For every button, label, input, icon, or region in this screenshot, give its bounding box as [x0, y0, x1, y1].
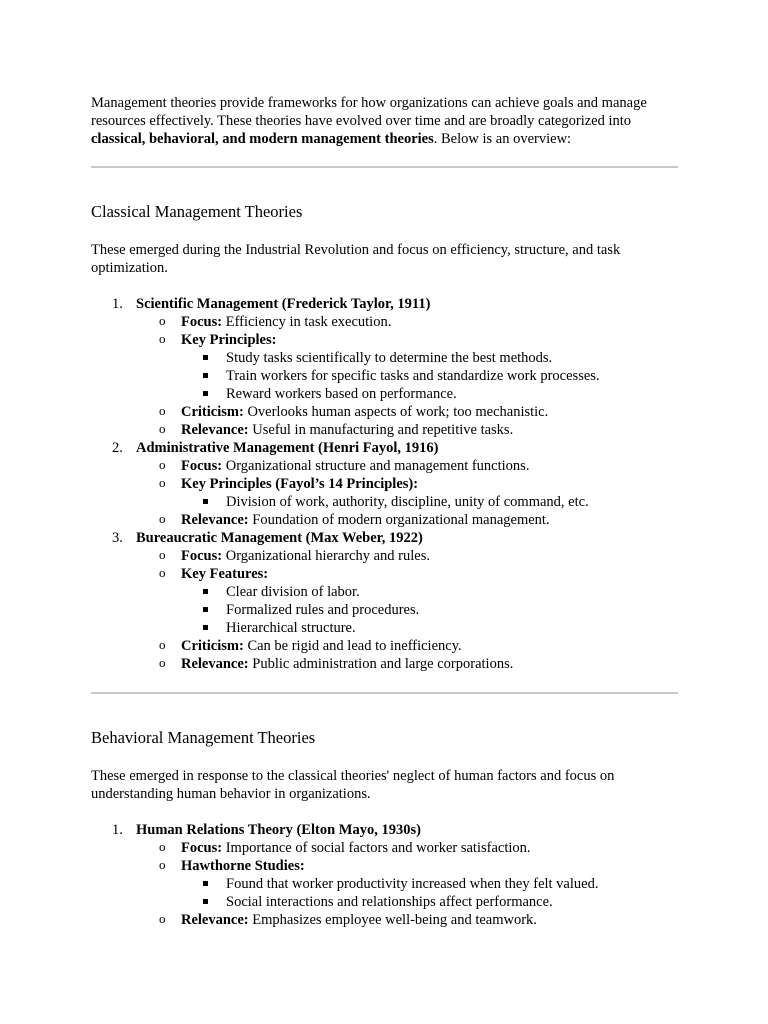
section-intro: These emerged in response to the classical theories' neglect of human factors and focus on understanding human behavior in organizations.: [91, 768, 615, 802]
circle-bullet-icon: o: [159, 655, 166, 670]
bullet-text: Hierarchical structure.: [226, 620, 356, 636]
item-title: Administrative Management (Henri Fayol, 1916): [136, 440, 439, 456]
sub-list-item: [136, 565, 678, 637]
square-bullet-icon: [203, 391, 208, 396]
point-text: Useful in manufacturing and repetitive tasks.: [248, 422, 514, 438]
sub-list-item: [136, 403, 678, 421]
bullet-text: Social interactions and relationships affect performance.: [226, 894, 553, 910]
circle-bullet-icon: o: [159, 421, 166, 436]
list-number: 1.: [112, 822, 123, 838]
sub-list-item: [136, 331, 678, 403]
point-text: Organizational hierarchy and rules.: [222, 548, 430, 564]
list-number: 1.: [112, 296, 123, 312]
point-label: Relevance:: [181, 656, 249, 672]
bullet-item: [181, 385, 678, 403]
bullet-text: Train workers for specific tasks and standardize work processes.: [226, 368, 600, 384]
circle-bullet-icon: o: [159, 313, 166, 328]
square-bullet-icon: [203, 899, 208, 904]
bullet-list: [181, 583, 678, 637]
square-bullet-icon: [203, 607, 208, 612]
sub-list-item: [136, 457, 678, 475]
list-item: [91, 821, 678, 929]
intro-text-end: . Below is an overview:: [433, 131, 572, 147]
point-text: Emphasizes employee well-being and teamwork.: [248, 912, 537, 928]
intro-paragraph: [91, 94, 678, 148]
sub-list-item: [136, 911, 678, 929]
circle-bullet-icon: o: [159, 911, 166, 926]
sub-list: [136, 313, 678, 439]
square-bullet-icon: [203, 373, 208, 378]
sub-list: [136, 457, 678, 529]
circle-bullet-icon: o: [159, 457, 166, 472]
point-label: Focus:: [181, 314, 223, 330]
intro-text: Management theories provide frameworks for how organizations can achieve goals and manage resources effectively. These theories have evolved over time and are broadly categorized into: [91, 95, 647, 129]
square-bullet-icon: [203, 355, 208, 360]
sub-list-item: [136, 857, 678, 911]
circle-bullet-icon: o: [159, 475, 166, 490]
bullet-text: Reward workers based on performance.: [226, 386, 457, 402]
bullet-item: [181, 367, 678, 385]
square-bullet-icon: [203, 589, 208, 594]
horizontal-rule: [91, 692, 678, 694]
numbered-list: [91, 821, 678, 929]
intro-bold-text: classical, behavioral, and modern management theories: [91, 131, 434, 147]
bullet-item: [181, 583, 678, 601]
list-number: 2.: [112, 440, 123, 456]
sub-list: [136, 547, 678, 673]
bullet-list: [181, 875, 678, 911]
bullet-item: [181, 601, 678, 619]
point-label: Focus:: [181, 458, 223, 474]
point-label: Criticism:: [181, 404, 244, 420]
bullet-text: Found that worker productivity increased when they felt valued.: [226, 876, 599, 892]
bullet-list: [181, 349, 678, 403]
point-label: Relevance:: [181, 912, 249, 928]
bullet-text: Clear division of labor.: [226, 584, 360, 600]
item-title: Bureaucratic Management (Max Weber, 1922): [136, 530, 423, 546]
bullet-item: [181, 875, 678, 893]
circle-bullet-icon: o: [159, 857, 166, 872]
point-text: Overlooks human aspects of work; too mechanistic.: [243, 404, 549, 420]
item-title: Scientific Management (Frederick Taylor, 1911): [136, 296, 431, 312]
circle-bullet-icon: o: [159, 565, 166, 580]
bullet-item: [181, 619, 678, 637]
sub-list-item: [136, 313, 678, 331]
list-number: 3.: [112, 530, 123, 546]
section-heading: Classical Management Theories: [91, 202, 303, 221]
bullet-item: [181, 493, 678, 511]
circle-bullet-icon: o: [159, 511, 166, 526]
sub-list-item: [136, 547, 678, 565]
bullet-text: Study tasks scientifically to determine the best methods.: [226, 350, 553, 366]
circle-bullet-icon: o: [159, 839, 166, 854]
bullet-item: [181, 893, 678, 911]
section-intro: These emerged during the Industrial Revolution and focus on efficiency, structure, and task optimization.: [91, 242, 621, 276]
point-label: Key Principles:: [181, 332, 277, 348]
horizontal-rule: [91, 166, 678, 168]
point-label: Focus:: [181, 548, 223, 564]
circle-bullet-icon: o: [159, 403, 166, 418]
square-bullet-icon: [203, 625, 208, 630]
circle-bullet-icon: o: [159, 637, 166, 652]
list-item: [91, 295, 678, 439]
list-item: [91, 529, 678, 673]
square-bullet-icon: [203, 881, 208, 886]
point-label: Relevance:: [181, 512, 249, 528]
square-bullet-icon: [203, 499, 208, 504]
point-label: Focus:: [181, 840, 223, 856]
sub-list-item: [136, 839, 678, 857]
sub-list-item: [136, 421, 678, 439]
point-text: Foundation of modern organizational management.: [248, 512, 550, 528]
sub-list-item: [136, 655, 678, 673]
numbered-list: [91, 295, 678, 673]
point-text: Importance of social factors and worker satisfaction.: [222, 840, 531, 856]
point-label: Key Features:: [181, 566, 269, 582]
point-label: Hawthorne Studies:: [181, 858, 305, 874]
point-label: Relevance:: [181, 422, 249, 438]
bullet-text: Division of work, authority, discipline, unity of command, etc.: [226, 494, 589, 510]
circle-bullet-icon: o: [159, 547, 166, 562]
sub-list: [136, 839, 678, 929]
list-item: [91, 439, 678, 529]
bullet-item: [181, 349, 678, 367]
item-title: Human Relations Theory (Elton Mayo, 1930s): [136, 822, 421, 838]
point-text: Organizational structure and management functions.: [222, 458, 530, 474]
point-label: Criticism:: [181, 638, 244, 654]
bullet-text: Formalized rules and procedures.: [226, 602, 420, 618]
point-label: Key Principles (Fayol’s 14 Principles):: [181, 476, 419, 492]
section-heading: Behavioral Management Theories: [91, 728, 316, 747]
point-text: Efficiency in task execution.: [222, 314, 392, 330]
point-text: Public administration and large corporations.: [248, 656, 514, 672]
circle-bullet-icon: o: [159, 331, 166, 346]
point-text: Can be rigid and lead to inefficiency.: [243, 638, 462, 654]
sub-list-item: [136, 511, 678, 529]
bullet-list: [181, 493, 678, 511]
sub-list-item: [136, 475, 678, 511]
sub-list-item: [136, 637, 678, 655]
